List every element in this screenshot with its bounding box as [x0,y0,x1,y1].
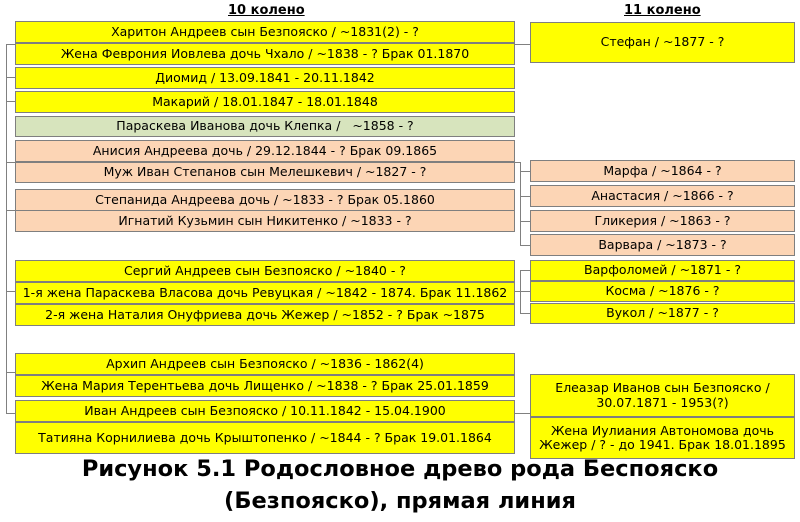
person-box-diomid: Диомид / 13.09.1841 - 20.11.1842 [15,67,515,89]
connector-line [520,245,530,246]
connector-line [520,162,521,246]
person-box-ivan: Иван Андреев сын Безпояско / 10.11.1842 - 15.04.1900 [15,400,515,422]
person-box-glikeriya: Гликерия / ~1863 - ? [530,210,795,232]
person-box-sergiy: Сергий Андреев сын Безпояско / ~1840 - ? [15,260,515,282]
person-box-anisiya: Анисия Андреева дочь / 29.12.1844 - ? Брак 09.1865 [15,140,515,162]
tree-trunk-line [6,44,7,414]
connector-line [520,270,530,271]
generation-10-header: 10 колено [228,3,305,18]
person-box-stepanida: Степанида Андреева дочь / ~1833 - ? Брак 05.1860 [15,189,515,211]
generation-11-header: 11 колено [624,3,701,18]
spouse-box-ignatiy: Игнатий Кузьмин сын Никитенко / ~1833 - ? [15,210,515,232]
spouse-box-paraskeva-revutskaya: 1-я жена Параскева Власова дочь Ревуцкая / ~1842 - 1874. Брак 11.1862 [15,282,515,304]
person-box-arkhip: Архип Андреев сын Безпояско / ~1836 - 1862(4) [15,353,515,375]
person-box-kosma: Косма / ~1876 - ? [530,281,795,302]
spouse-box-iuliyaniya: Жена Иулиания Автономова дочь Жежер / ? - до 1941. Брак 18.01.1895 [530,417,795,459]
spouse-box-mariya: Жена Мария Терентьева дочь Лищенко / ~1838 - ? Брак 25.01.1859 [15,375,515,397]
person-box-paraskeva-klepka: Параскева Иванова дочь Клепка / ~1858 - ? [15,116,515,137]
connector-line [515,413,530,414]
figure-caption-line-1: Рисунок 5.1 Родословное древо рода Беспояско [81,456,719,482]
connector-line [515,44,530,45]
connector-line [520,196,530,197]
connector-line [520,291,530,292]
figure-caption-line-2: (Безпояско), прямая линия [224,488,576,514]
person-box-marfa: Марфа / ~1864 - ? [530,160,795,182]
spouse-box-nataliya: 2-я жена Наталия Онуфриева дочь Жежер / ~1852 - ? Брак ~1875 [15,304,515,326]
person-box-khariton: Харитон Андреев сын Безпояско / ~1831(2) - ? [15,21,515,43]
connector-line [520,221,530,222]
connector-line [520,313,530,314]
spouse-box-tatiyana: Татияна Корнилиева дочь Крыштопенко / ~1844 - ? Брак 19.01.1864 [15,422,515,454]
person-box-anastasiya: Анастасия / ~1866 - ? [530,185,795,207]
person-box-eleazar: Елеазар Иванов сын Безпояско / 30.07.1871 - 1953(?) [530,374,795,417]
person-box-vukol: Вукол / ~1877 - ? [530,303,795,324]
spouse-box-ivan-meleshkevich: Муж Иван Степанов сын Мелешкевич / ~1827 - ? [15,162,515,183]
person-box-makariy: Макарий / 18.01.1847 - 18.01.1848 [15,91,515,113]
person-box-varfolomey: Варфоломей / ~1871 - ? [530,260,795,281]
connector-line [520,171,530,172]
spouse-box-fevroniya: Жена Феврония Иовлева дочь Чхало / ~1838 - ? Брак 01.1870 [15,43,515,65]
person-box-varvara: Варвара / ~1873 - ? [530,234,795,256]
person-box-stefan: Стефан / ~1877 - ? [530,22,795,63]
